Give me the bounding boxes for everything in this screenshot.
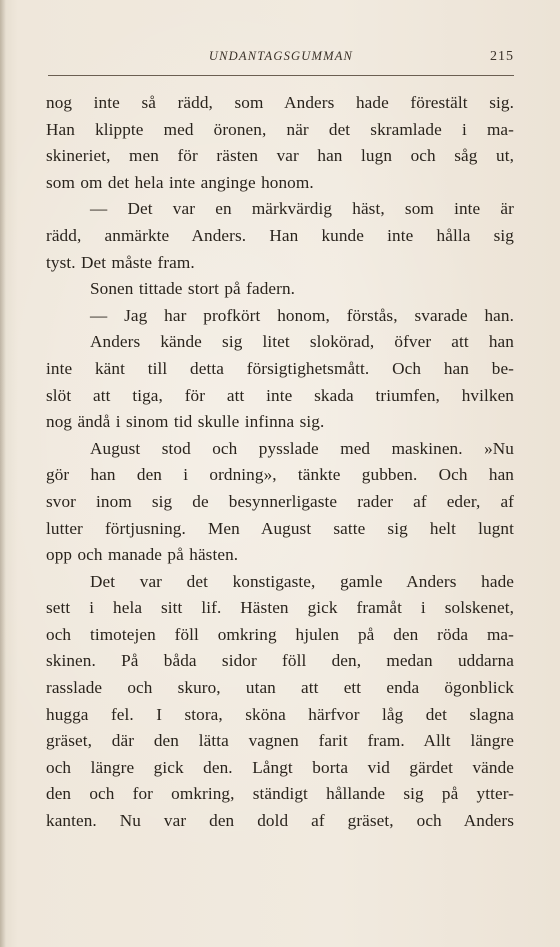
text-line: hugga fel. I stora, sköna härfvor låg det slagna — [46, 704, 514, 724]
text-line: opp och manade på hästen. — [46, 545, 239, 565]
text-line: inte känt till detta försigtighetsmått. Och han be- — [46, 358, 514, 378]
text-line: skineriet, men för rästen var han lugn och såg ut, — [46, 146, 514, 166]
text-line: nog inte så rädd, som Anders hade förestält sig. — [46, 93, 514, 112]
text-line: slöt att tiga, för att inte skada triumfen, hvilken — [46, 385, 514, 405]
text-line: den och for omkring, ständigt hållande sig på ytter- — [46, 784, 514, 804]
text-line: gräset, där den lätta vagnen farit fram. Allt längre — [46, 731, 514, 751]
page-number: 215 — [490, 49, 514, 64]
text-line: sett i hela sitt lif. Hästen gick framåt i solskenet, — [46, 598, 514, 618]
running-head — [48, 49, 514, 71]
body-text — [46, 90, 514, 835]
text-line: rädd, anmärkte Anders. Han kunde inte hålla sig — [46, 225, 514, 245]
page-gutter-shadow — [0, 0, 6, 947]
text-line: Anders kände sig litet slokörad, öfver att han — [90, 332, 514, 352]
text-line: som om det hela inte anginge honom. — [46, 172, 314, 192]
text-line: Det var det konstigaste, gamle Anders hade — [90, 571, 514, 591]
text-line: gör han den i ordning», tänkte gubben. Och han — [46, 465, 514, 485]
text-line: svor inom sig de besynnerligaste rader af eder, af — [46, 491, 514, 511]
text-line: och längre gick den. Långt borta vid gärdet vände — [46, 757, 514, 777]
text-line: Han klippte med öronen, när det skramlade i ma- — [46, 119, 514, 139]
text-line: kanten. Nu var den dold af gräset, och Anders — [46, 811, 514, 831]
text-line: — Det var en märkvärdig häst, som inte är — [90, 199, 514, 219]
text-line: Sonen tittade stort på fadern. — [90, 279, 296, 299]
text-line: — Jag har profkört honom, förstås, svarade han. — [90, 305, 514, 325]
text-line: nog ändå i sinom tid skulle infinna sig. — [46, 412, 325, 432]
text-line: och timotejen föll omkring hjulen på den röda ma- — [46, 624, 514, 644]
text-line: skinen. På båda sidor föll den, medan uddarna — [46, 651, 514, 671]
text-line: tyst. Det måste fram. — [46, 252, 195, 272]
text-line: rasslade och skuro, utan att ett enda ögonblick — [46, 678, 514, 698]
text-line: lutter förtjusning. Men August satte sig helt lugnt — [46, 518, 514, 538]
text-line: August stod och pysslade med maskinen. »Nu — [90, 438, 514, 458]
header-rule — [48, 75, 514, 76]
running-title: UNDANTAGSGUMMAN — [208, 49, 354, 63]
